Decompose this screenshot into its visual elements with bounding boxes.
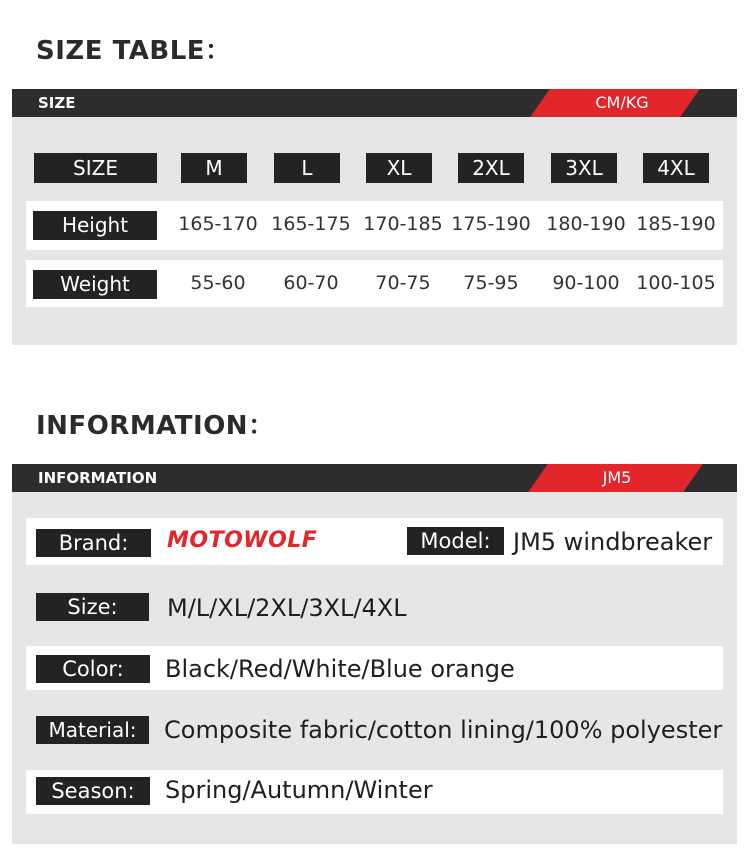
size-label: Size:	[36, 593, 149, 621]
size-m-header: M	[181, 153, 247, 183]
height-xl: 170-185	[363, 213, 443, 235]
model-value: JM5 windbreaker	[513, 528, 713, 556]
weight-l: 60-70	[283, 272, 339, 294]
size-value: M/L/XL/2XL/3XL/4XL	[167, 594, 407, 622]
weight-2xl: 75-95	[463, 272, 519, 294]
height-label: Height	[33, 211, 157, 240]
information-title: INFORMATION：	[36, 411, 275, 441]
size-4xl-header: 4XL	[643, 153, 709, 183]
season-row	[26, 770, 723, 814]
weight-4xl: 100-105	[636, 272, 716, 294]
color-row	[26, 646, 723, 690]
model-tab-label: JM5	[602, 468, 632, 487]
size-bar-label: SIZE	[38, 94, 76, 112]
size-3xl-header: 3XL	[551, 153, 617, 183]
brand-label: Brand:	[36, 529, 151, 557]
height-m: 165-170	[178, 213, 258, 235]
weight-m: 55-60	[190, 272, 246, 294]
unit-label: CM/KG	[595, 93, 649, 112]
information-header-bar	[12, 464, 737, 492]
model-label: Model:	[407, 527, 504, 555]
season-value: Spring/Autumn/Winter	[165, 776, 433, 804]
height-4xl: 185-190	[636, 213, 716, 235]
weight-row	[26, 260, 723, 307]
information-bar-label: INFORMATION	[38, 469, 158, 487]
color-value: Black/Red/White/Blue orange	[165, 655, 515, 683]
brand-row	[26, 518, 723, 565]
motowolf-logo: MOTOWOLF	[167, 528, 318, 553]
material-label: Material:	[36, 716, 149, 744]
size-l-header: L	[274, 153, 340, 183]
height-l: 165-175	[271, 213, 351, 235]
height-2xl: 175-190	[451, 213, 531, 235]
weight-xl: 70-75	[375, 272, 431, 294]
size-header-bar	[12, 89, 737, 117]
size-table-title: SIZE TABLE：	[36, 36, 232, 66]
size-header-cell: SIZE	[34, 153, 157, 183]
color-label: Color:	[36, 655, 150, 683]
size-xl-header: XL	[366, 153, 432, 183]
material-value: Composite fabric/cotton lining/100% polyester	[164, 716, 723, 744]
season-label: Season:	[36, 777, 150, 805]
weight-3xl: 90-100	[552, 272, 620, 294]
height-3xl: 180-190	[546, 213, 626, 235]
weight-label: Weight	[33, 270, 157, 299]
height-row	[26, 201, 723, 250]
size-2xl-header: 2XL	[458, 153, 524, 183]
